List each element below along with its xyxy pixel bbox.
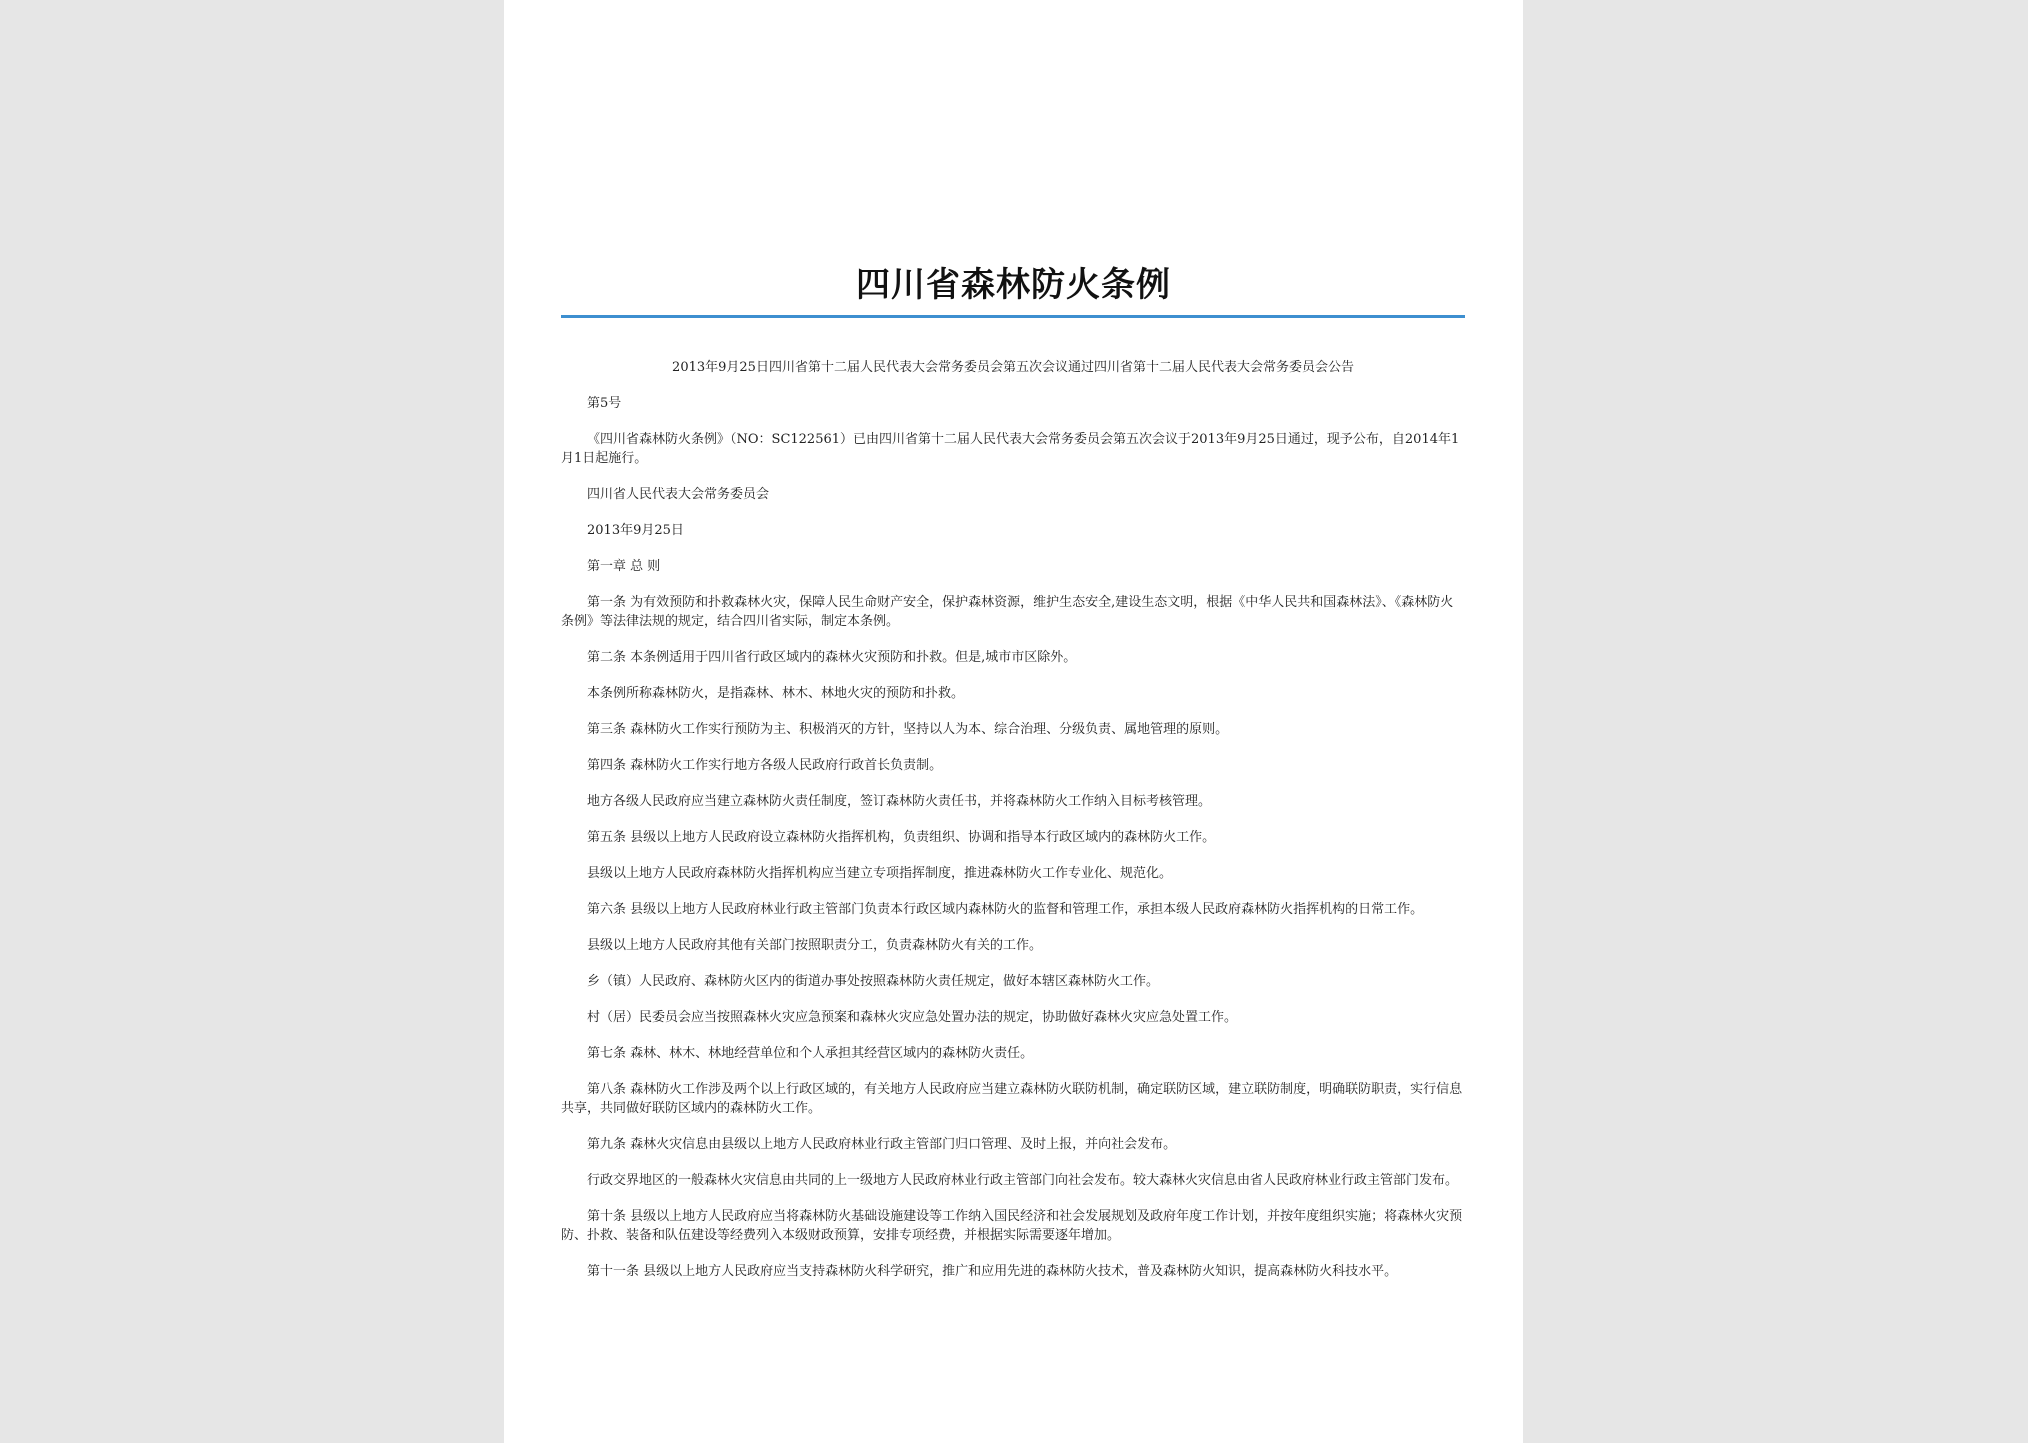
- announcement-header: 2013年9月25日四川省第十二届人民代表大会常务委员会第五次会议通过四川省第十二届人民代表大会常务委员会公告: [672, 360, 1354, 375]
- announcement-number: 第5号: [587, 396, 622, 411]
- article-paragraph: 乡（镇）人民政府、森林防火区内的街道办事处按照森林防火责任规定，做好本辖区森林防火工作。: [587, 974, 1160, 989]
- article-paragraph: 第五条 县级以上地方人民政府设立森林防火指挥机构，负责组织、协调和指导本行政区域内的森林防火工作。: [587, 830, 1216, 845]
- announcement-text: 《四川省森林防火条例》（NO：SC122561）已由四川省第十二届人民代表大会常务委员会第五次会议于2013年9月25日通过，现予公布，自2014年1月1日起施行。: [561, 432, 1460, 466]
- article-paragraph: 第九条 森林火灾信息由县级以上地方人民政府林业行政主管部门归口管理、及时上报，并向社会发布。: [587, 1137, 1177, 1152]
- article-paragraph: 第三条 森林防火工作实行预防为主、积极消灭的方针，坚持以人为本、综合治理、分级负责、属地管理的原则。: [587, 722, 1229, 737]
- issuing-authority: 四川省人民代表大会常务委员会: [587, 487, 770, 502]
- issue-date: 2013年9月25日: [587, 523, 684, 538]
- article-paragraph: 第六条 县级以上地方人民政府林业行政主管部门负责本行政区域内森林防火的监督和管理工作，承担本级人民政府森林防火指挥机构的日常工作。: [587, 902, 1424, 917]
- article-paragraph: 县级以上地方人民政府森林防火指挥机构应当建立专项指挥制度，推进森林防火工作专业化、规范化。: [587, 866, 1173, 881]
- chapter-heading: 第一章 总 则: [587, 559, 661, 574]
- document-body: [561, 358, 1465, 1298]
- article-paragraph: 第一条 为有效预防和扑救森林火灾，保障人民生命财产安全，保护森林资源，维护生态安全,建设生态文明，根据《中华人民共和国森林法》、《森林防火条例》等法律法规的规定，结合四川省实际，制定本条例。: [561, 595, 1454, 629]
- article-paragraph: 县级以上地方人民政府其他有关部门按照职责分工，负责森林防火有关的工作。: [587, 938, 1043, 953]
- article-paragraph: 第八条 森林防火工作涉及两个以上行政区域的，有关地方人民政府应当建立森林防火联防机制，确定联防区域，建立联防制度，明确联防职责，实行信息共享，共同做好联防区域内的森林防火工作。: [561, 1082, 1463, 1116]
- article-paragraph: 第十条 县级以上地方人民政府应当将森林防火基础设施建设等工作纳入国民经济和社会发展规划及政府年度工作计划，并按年度组织实施；将森林火灾预防、扑救、装备和队伍建设等经费列入本级财政预算，安排专项经费，并根据实际需要逐年增加。: [561, 1209, 1463, 1243]
- article-paragraph: 第二条 本条例适用于四川省行政区域内的森林火灾预防和扑救。但是,城市市区除外。: [587, 650, 1077, 665]
- article-paragraph: 地方各级人民政府应当建立森林防火责任制度，签订森林防火责任书，并将森林防火工作纳入目标考核管理。: [587, 794, 1212, 809]
- document-page: [504, 0, 1523, 1443]
- article-paragraph: 村（居）民委员会应当按照森林火灾应急预案和森林火灾应急处置办法的规定，协助做好森林火灾应急处置工作。: [587, 1010, 1238, 1025]
- article-paragraph: 第十一条 县级以上地方人民政府应当支持森林防火科学研究，推广和应用先进的森林防火技术，普及森林防火知识，提高森林防火科技水平。: [587, 1264, 1398, 1279]
- article-paragraph: 行政交界地区的一般森林火灾信息由共同的上一级地方人民政府林业行政主管部门向社会发布。较大森林火灾信息由省人民政府林业行政主管部门发布。: [587, 1173, 1459, 1188]
- title-divider: [561, 315, 1465, 318]
- article-paragraph: 本条例所称森林防火，是指森林、林木、林地火灾的预防和扑救。: [587, 686, 965, 701]
- article-paragraph: 第七条 森林、林木、林地经营单位和个人承担其经营区域内的森林防火责任。: [587, 1046, 1034, 1061]
- document-title: 四川省森林防火条例: [856, 265, 1171, 305]
- article-paragraph: 第四条 森林防火工作实行地方各级人民政府行政首长负责制。: [587, 758, 943, 773]
